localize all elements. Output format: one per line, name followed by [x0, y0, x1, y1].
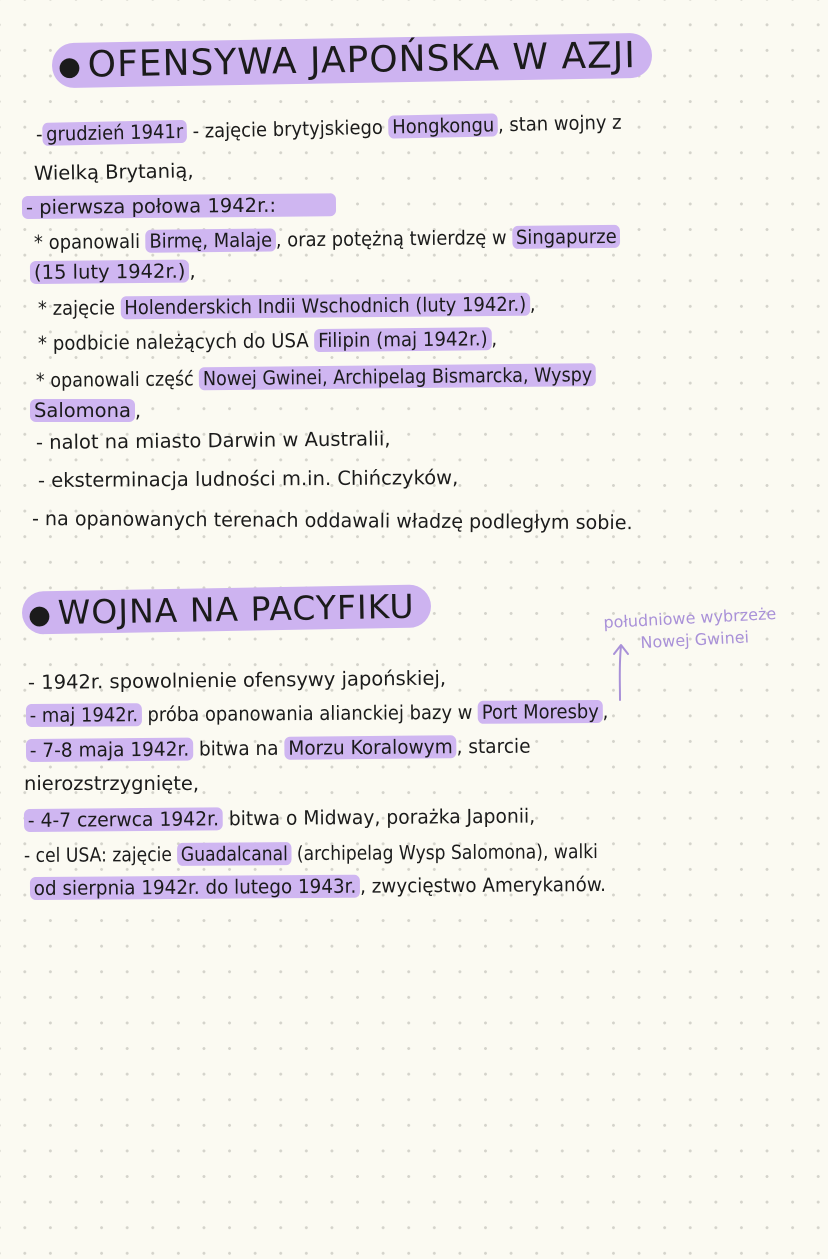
- section-heading-japanese-offensive: [52, 35, 653, 86]
- heading-text: WOJNA NA PACYFIKU: [57, 586, 415, 632]
- highlighted-text: Singapurze: [512, 225, 620, 249]
- note-line: Salomona ,: [30, 400, 141, 422]
- bullet-dot: ●: [27, 599, 53, 630]
- highlighted-text: od sierpnia 1942r. do lutego 1943r.: [30, 875, 360, 900]
- heading-highlight: [52, 33, 653, 88]
- side-note-line: Nowej Gwinei: [640, 627, 750, 652]
- note-line: - grudzień 1941r - zajęcie brytyjskiego Hongkongu , stan wojny z: [35, 110, 622, 146]
- arrow-icon: [606, 642, 646, 702]
- highlighted-text: Holenderskich Indii Wschodnich (luty 1942r.): [121, 293, 530, 320]
- note-line: Wielką Brytanią,: [33, 159, 194, 185]
- highlighted-text: (15 luty 1942r.): [30, 260, 190, 284]
- note-line: - 1942r. spowolnienie ofensywy japońskiej,: [27, 666, 447, 694]
- note-line: - cel USA: zajęcie Guadalcanal (archipelag Wysp Salomona), walki: [23, 839, 598, 867]
- highlighted-text: - pierwsza połowa 1942r.:: [22, 193, 336, 219]
- highlighted-text: grudzień 1941r: [42, 120, 187, 146]
- heading-text: OFENSYWA JAPOŃSKA W AZJI: [87, 35, 637, 86]
- highlighted-text: - 7-8 maja 1942r.: [26, 738, 193, 762]
- highlighted-text: - 4-7 czerwca 1942r.: [24, 807, 223, 832]
- highlighted-text: Filipin (maj 1942r.): [314, 327, 491, 352]
- note-line: * opanowali Birmę, Malaje , oraz potężną twierdzę w Singapurze: [34, 226, 621, 255]
- note-line: * podbicie należących do USA Filipin (maj 1942r.) ,: [37, 327, 498, 355]
- note-line: * zajęcie Holenderskich Indii Wschodnich (luty 1942r.) ,: [37, 292, 536, 320]
- side-note-line: południowe wybrzeże: [602, 603, 777, 633]
- note-line: - na opanowanych terenach oddawali władzę podległym sobie.: [31, 507, 633, 535]
- highlighted-text: Salomona: [30, 399, 135, 422]
- note-line: - maj 1942r. próba opanowania alianckiej bazy w Port Moresby ,: [26, 701, 608, 727]
- highlighted-text: Hongkongu: [388, 113, 498, 138]
- highlighted-text: Guadalcanal: [177, 842, 291, 866]
- note-line: od sierpnia 1942r. do lutego 1943r. , zwycięstwo Amerykanów.: [30, 874, 606, 900]
- note-line: nierozstrzygnięte,: [24, 772, 200, 795]
- note-line: - 4-7 czerwca 1942r. bitwa o Midway, porażka Japonii,: [24, 806, 535, 833]
- bullet-dot: ●: [57, 51, 83, 83]
- highlighted-text: Birmę, Malaje: [146, 228, 276, 252]
- highlighted-text: Port Moresby: [478, 700, 603, 724]
- note-line: - nalot na miasto Darwin w Australii,: [35, 427, 391, 454]
- note-line: (15 luty 1942r.) ,: [30, 261, 196, 285]
- highlighted-text: - maj 1942r.: [26, 703, 142, 727]
- note-line: - 7-8 maja 1942r. bitwa na Morzu Koralowym , starcie: [26, 736, 531, 763]
- highlighted-text: Morzu Koralowym: [284, 735, 456, 760]
- section-heading-pacific-war: [22, 586, 431, 632]
- note-line: - eksterminacja ludności m.in. Chińczyków,: [37, 466, 459, 492]
- heading-highlight: [22, 584, 431, 634]
- note-line: [22, 194, 336, 219]
- note-line: * opanowali część Nowej Gwinei, Archipelag Bismarcka, Wyspy: [36, 364, 596, 392]
- highlighted-text: Nowej Gwinei, Archipelag Bismarcka, Wyspy: [199, 363, 596, 390]
